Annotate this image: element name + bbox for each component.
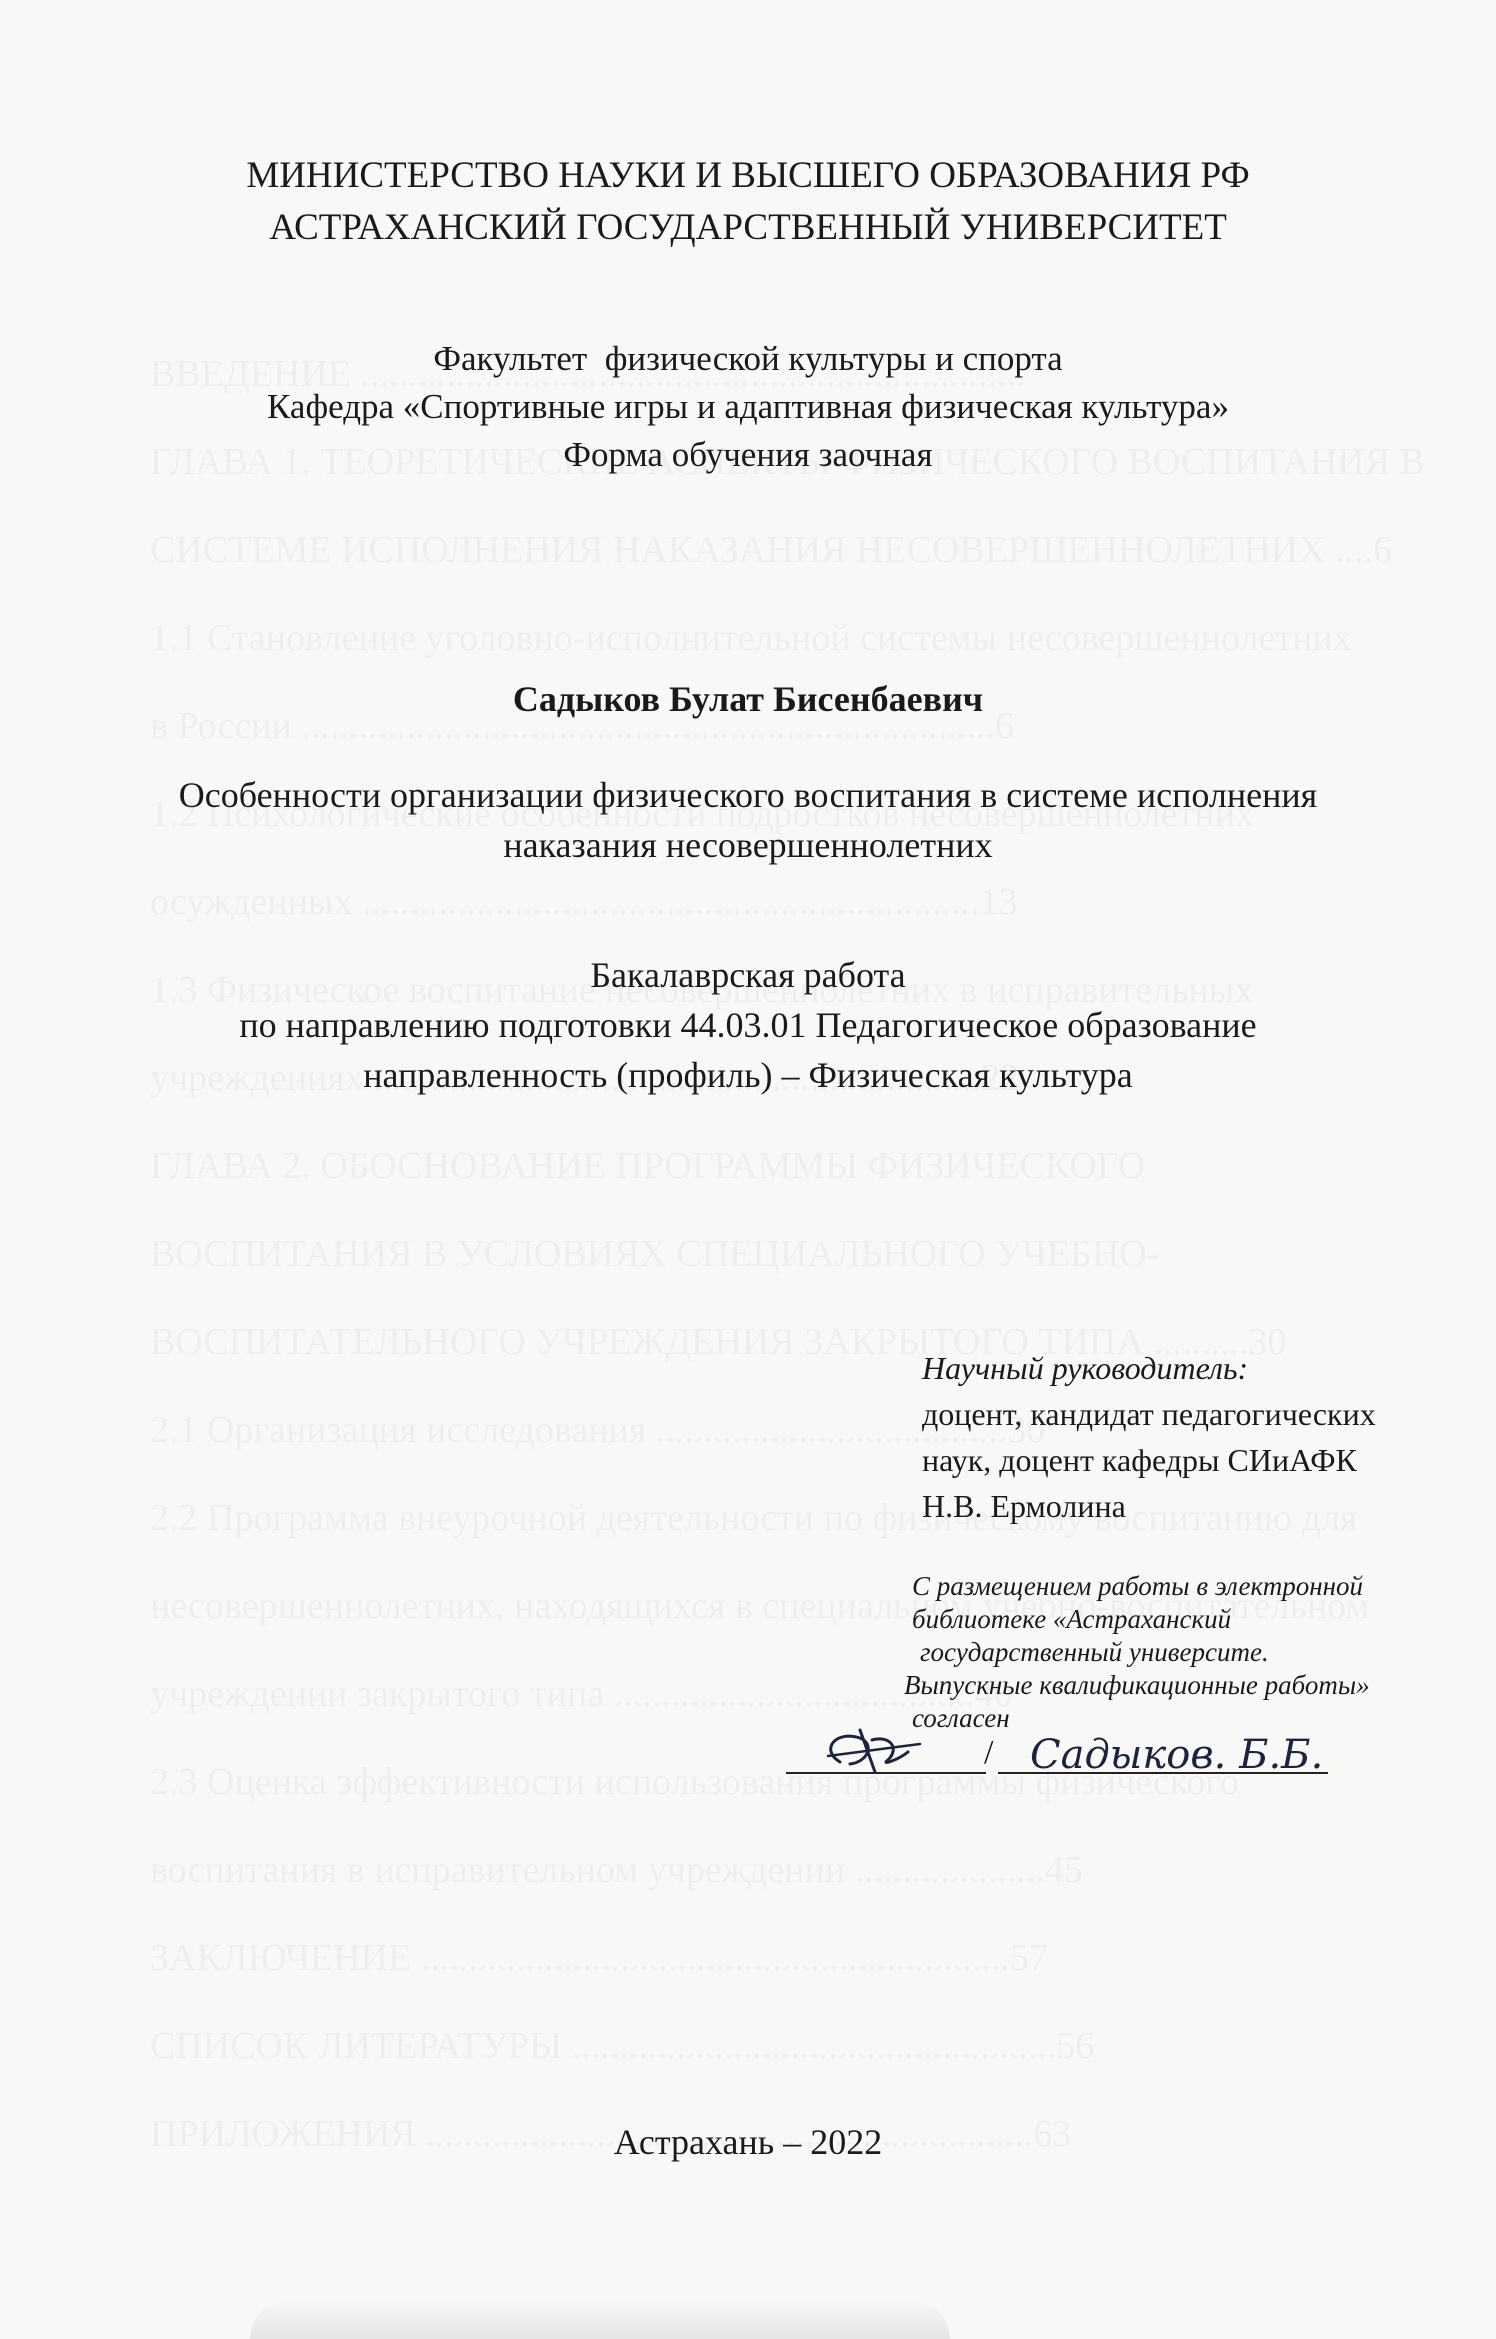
- thesis-topic: [0, 770, 1496, 870]
- consent-line-3: государственный университе.: [920, 1637, 1269, 1667]
- consent-line-1: С размещением работы в электронной: [912, 1571, 1364, 1601]
- consent-line-5: согласен: [912, 1703, 1010, 1733]
- signature-surname: Садыков. Б.Б.: [1030, 1732, 1324, 1778]
- work-type: Бакалаврская работа: [590, 955, 906, 995]
- handwritten-signature: [780, 1700, 1340, 1790]
- author-name: Садыков Булат Бисенбаевич: [512, 679, 984, 719]
- work-direction: по направлению подготовки 44.03.01 Педагогическое образование: [239, 1005, 1257, 1045]
- ministry-name: МИНИСТЕРСТВО НАУКИ И ВЫСШЕГО ОБРАЗОВАНИЯ РФ: [246, 155, 1250, 196]
- supervisor-title-2: наук, доцент кафедры СИиАФК: [922, 1442, 1357, 1478]
- consent-line-2: библиотеке «Астраханский: [912, 1604, 1232, 1634]
- university-name: АСТРАХАНСКИЙ ГОСУДАРСТВЕННЫЙ УНИВЕРСИТЕТ: [269, 207, 1227, 248]
- thesis-topic-line2: наказания несовершеннолетних: [503, 825, 993, 865]
- faculty-name: Факультет физической культуры и спорта: [433, 339, 1063, 378]
- supervisor-title-1: доцент, кандидат педагогических: [922, 1396, 1376, 1432]
- department-name: Кафедра «Спортивные игры и адаптивная физическая культура»: [267, 387, 1229, 426]
- supervisor-block: [922, 1345, 1376, 1529]
- thesis-topic-line1: Особенности организации физического воспитания в системе исполнения: [178, 775, 1318, 815]
- work-profile: направленность (профиль) – Физическая культура: [363, 1055, 1133, 1095]
- supervisor-role: Научный руководитель:: [922, 1350, 1249, 1386]
- supervisor-name: Н.В. Ермолина: [922, 1488, 1126, 1524]
- city-year: Астрахань – 2022: [613, 2122, 883, 2162]
- signature-separator: /: [984, 1734, 994, 1771]
- scan-shadow: [250, 2300, 950, 2339]
- work-info: [0, 950, 1496, 1100]
- study-form: Форма обучения заочная: [563, 435, 933, 474]
- faculty-block: [0, 335, 1496, 479]
- header-block: [0, 150, 1496, 254]
- consent-line-4: Выпускные квалификационные работы»: [904, 1670, 1370, 1700]
